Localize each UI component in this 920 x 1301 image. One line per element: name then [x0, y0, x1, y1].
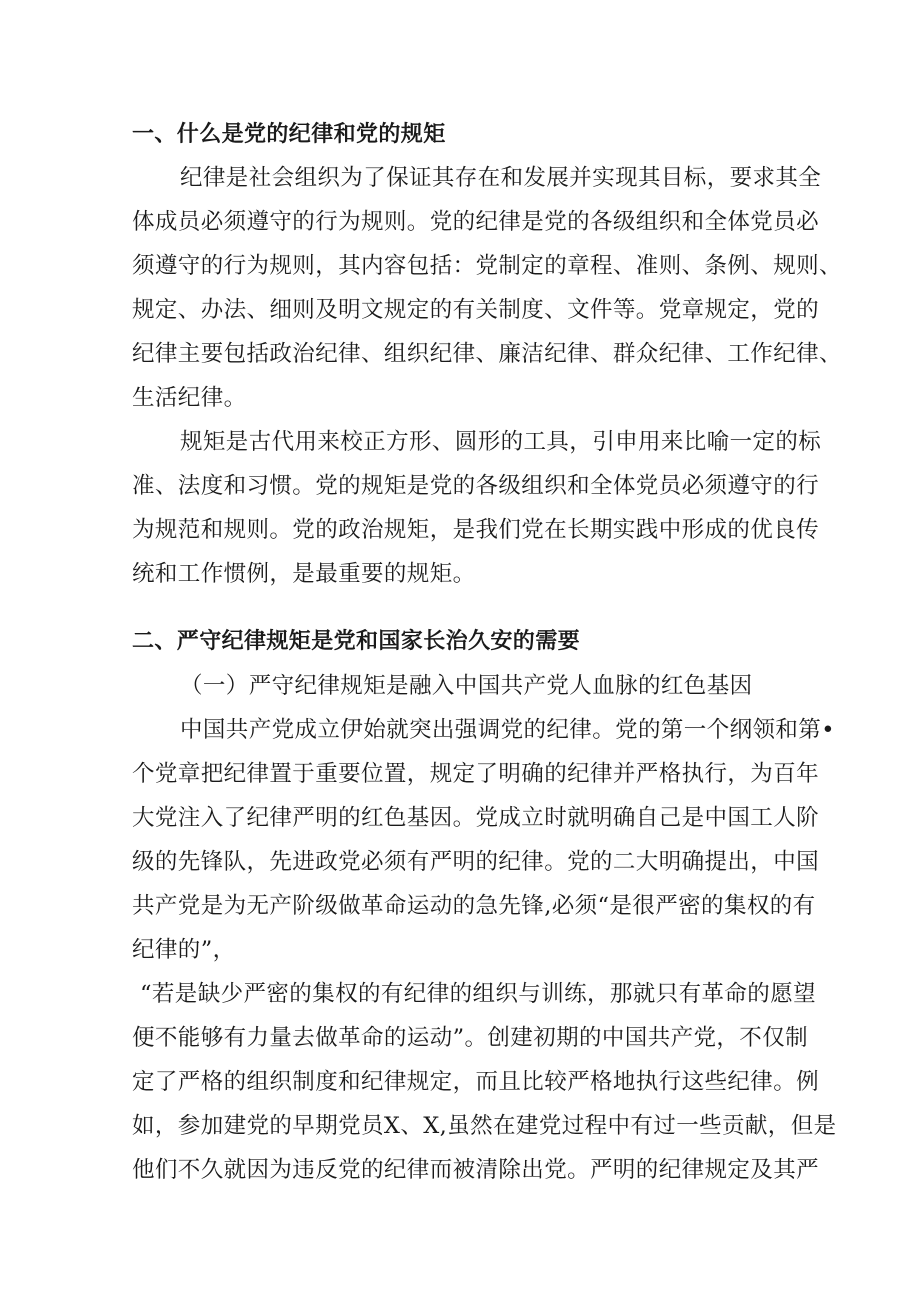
section-1-heading: 一、什么是党的纪律和党的规矩 [132, 122, 446, 147]
paragraph-line: 统和工作惯例，是最重要的规矩。 [132, 561, 476, 587]
paragraph-line: 大党注入了纪律严明的红色基因。党成立时就明确自己是中国工人阶 [132, 805, 820, 831]
paragraph-line: 纪律的”， [132, 937, 236, 963]
paragraph-line: 个党章把纪律置于重要位置，规定了明确的纪律并严格执行，为百年 [132, 761, 820, 787]
section-2-heading: 二、严守纪律规矩是党和国家长治久安的需要 [132, 629, 581, 654]
paragraph-line: 他们不久就因为违反党的纪律而被清除出党。严明的纪律规定及其严 [132, 1157, 820, 1183]
paragraph-line: 纪律是社会组织为了保证其存在和发展并实现其目标，要求其全 [180, 165, 822, 191]
paragraph-line: 定了严格的组织制度和纪律规定，而且比较严格地执行这些纪律。例 [132, 1069, 820, 1095]
paragraph-line: 体成员必须遵守的行为规则。党的纪律是党的各级组织和全体党员必 [132, 209, 820, 235]
paragraph-line: 规矩是古代用来校正方形、圆形的工具，引申用来比喻一定的标 [180, 429, 822, 455]
paragraph-line: 规定、办法、细则及明文规定的有关制度、文件等。党章规定，党的 [132, 297, 820, 323]
paragraph-line: 级的先锋队，先进政党必须有严明的纪律。党的二大明确提出，中国 [132, 849, 820, 875]
section-2-subheading: （一）严守纪律规矩是融入中国共产党人血脉的红色基因 [180, 673, 753, 699]
paragraph-line: 纪律主要包括政治纪律、组织纪律、廉洁纪律、群众纪律、工作纪律、 [132, 341, 842, 367]
paragraph-line: 生活纪律。 [132, 385, 247, 411]
paragraph-line: 为规范和规则。党的政治规矩，是我们党在长期实践中形成的优良传 [132, 517, 820, 543]
paragraph-line: 须遵守的行为规则，其内容包括：党制定的章程、准则、条例、规则、 [132, 253, 842, 279]
paragraph-line: 如，参加建党的早期党员X、X,虽然在建党过程中有过一些贡献，但是 [132, 1113, 837, 1139]
paragraph-line: 准、法度和习惯。党的规矩是党的各级组织和全体党员必须遵守的行 [132, 473, 820, 499]
paragraph-line: 便不能够有力量去做革命的运动”。创建初期的中国共产党，不仅制 [132, 1025, 809, 1051]
paragraph-line: 共产党是为无产阶级做革命运动的急先锋,必须“是很严密的集权的有 [132, 893, 816, 919]
paragraph-line: 中国共产党成立伊始就突出强调党的纪律。党的第一个纲领和第• [180, 717, 835, 743]
paragraph-line: “若是缺少严密的集权的有纪律的组织与训练，那就只有革命的愿望 [140, 981, 817, 1007]
